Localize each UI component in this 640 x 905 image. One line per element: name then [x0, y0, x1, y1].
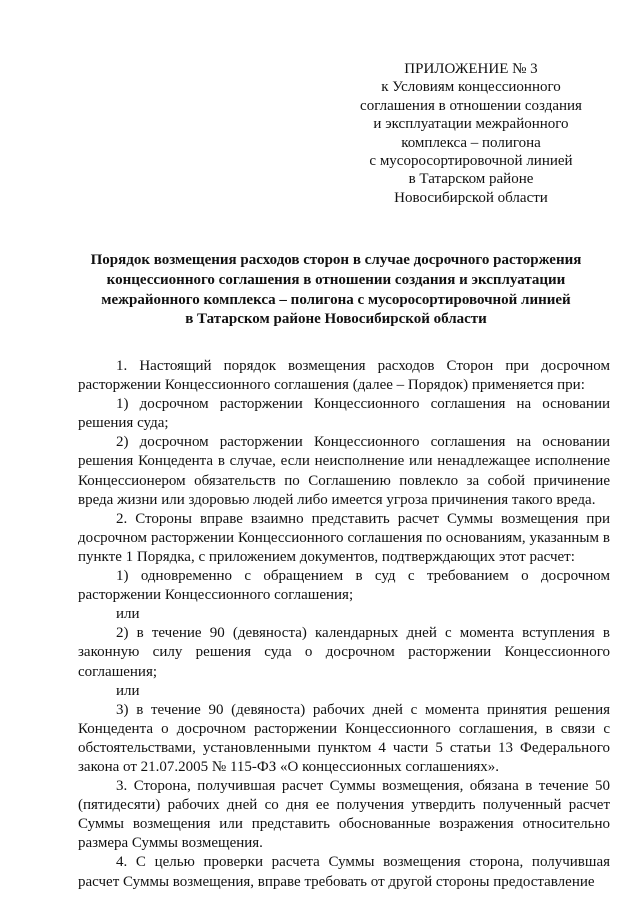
title-line: концессионного соглашения в отношении создания и эксплуатации [106, 271, 566, 288]
appendix-line: к Условиям концессионного [381, 79, 561, 96]
paragraph-1: 1. Настоящий порядок возмещения расходов Сторон при досрочном расторжении Концессионного соглашения (далее – Порядок) применяется при: [78, 358, 610, 394]
paragraph-1-item-1: 1) досрочном расторжении Концессионного соглашения на основании решения суда; [78, 396, 610, 432]
paragraph-2-item-3: 3) в течение 90 (девяноста) рабочих дней с момента принятия решения Концедента о досрочном расторжении Концессионного соглашения, в связи с обстоятельствами, установленными пунктом 4 части 5 статьи 13 Федерального закона от 21.07.2005 № 115-ФЗ «О концессионных соглашениях». [78, 701, 610, 775]
or-separator: или [116, 682, 140, 699]
appendix-line: в Татарском районе [408, 171, 534, 188]
title-line: межрайонного комплекса – полигона с мусоросортировочной линией [101, 291, 571, 308]
or-separator: или [116, 606, 140, 623]
paragraph-3: 3. Сторона, получившая расчет Суммы возмещения, обязана в течение 50 (пятидесяти) рабочих дней со дня ее получения утвердить полученный расчет Суммы возмещения или представить обоснованные возражения относительно размера Суммы возмещения. [78, 778, 610, 852]
paragraph-4: 4. С целью проверки расчета Суммы возмещения сторона, получившая расчет Суммы возмещения, вправе требовать от другой стороны предоставление [78, 854, 610, 890]
paragraph-2-item-2: 2) в течение 90 (девяноста) календарных дней с момента вступления в законную силу решения суда о досрочном расторжении Концессионного соглашения; [78, 625, 610, 680]
title-line: в Татарском районе Новосибирской области [185, 311, 487, 328]
appendix-line: с мусоросортировочной линией [369, 153, 573, 170]
appendix-line: и эксплуатации межрайонного [373, 116, 569, 133]
paragraph-1-item-2: 2) досрочном расторжении Концессионного соглашения на основании решения Концедента в случае, если неисполнение или ненадлежащее исполнение Концессионером обязательств по Соглашению повлекло за собой причинение вреда жизни или здоровью людей либо имеется угроза причинения такого вреда. [78, 434, 610, 508]
title-line: Порядок возмещения расходов сторон в случае досрочного расторжения [90, 252, 582, 268]
document-body [78, 357, 610, 892]
paragraph-2: 2. Стороны вправе взаимно представить расчет Суммы возмещения при досрочном расторжении Концессионного соглашения по основаниям, указанным в пункте 1 Порядка, с приложением документов, подтверждающих этот расчет: [78, 510, 610, 565]
appendix-number: ПРИЛОЖЕНИЕ № 3 [404, 61, 538, 77]
appendix-line: соглашения в отношении создания [360, 97, 582, 114]
appendix-line: комплекса – полигона [401, 134, 541, 151]
appendix-header [355, 60, 587, 207]
paragraph-2-item-1: 1) одновременно с обращением в суд с требованием о досрочном расторжении Концессионного соглашения; [78, 568, 610, 604]
document-title [62, 251, 610, 330]
appendix-line: Новосибирской области [394, 189, 548, 206]
